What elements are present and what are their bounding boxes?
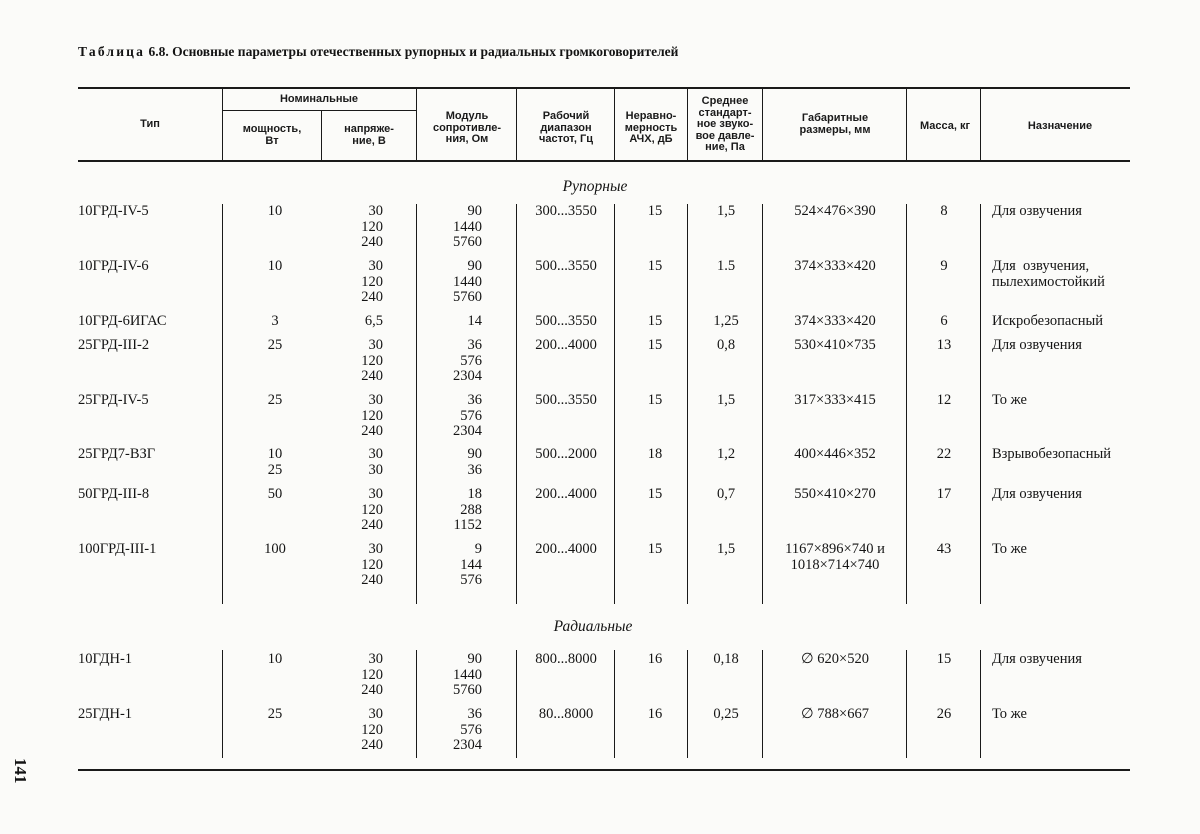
caption-lead: Таблица	[78, 44, 146, 59]
cell-nonuniformity: 15	[647, 337, 663, 353]
header-dimensions: Габаритные размеры, мм	[799, 112, 871, 136]
cell-nonuniformity: 15	[647, 313, 663, 329]
cell-impedance: 90 1440 5760	[453, 651, 482, 698]
body-divider	[516, 650, 517, 758]
top-rule	[78, 87, 1130, 89]
cell-voltage: 30 120 240	[361, 706, 383, 753]
cell-type: 25ГДН-1	[78, 706, 133, 722]
cell-pressure: 1,25	[713, 313, 739, 329]
header-pressure: Среднее стандарт- ное звуко- вое давле- ние, Па	[695, 95, 755, 153]
cell-nonuniformity: 16	[647, 651, 663, 667]
cell-pressure: 1,5	[716, 392, 736, 408]
cell-purpose: Для озвучения	[992, 337, 1082, 353]
cell-dimensions: 374×333×420	[794, 258, 876, 274]
body-divider	[516, 204, 517, 604]
cell-type: 10ГРД-IV-5	[78, 203, 149, 219]
cell-pressure: 1.5	[716, 258, 736, 274]
table-caption	[78, 44, 778, 60]
cell-mass: 13	[936, 337, 952, 353]
cell-pressure: 0,8	[716, 337, 736, 353]
cell-purpose: То же	[992, 392, 1027, 408]
cell-purpose: Взрывобезопасный	[992, 446, 1111, 462]
cell-impedance: 36 576 2304	[453, 392, 482, 439]
header-power: мощность, Вт	[242, 123, 302, 147]
header-divider	[906, 89, 907, 160]
cell-range: 800...8000	[535, 651, 597, 667]
nominal-underline	[222, 110, 416, 111]
cell-purpose: То же	[992, 706, 1027, 722]
header-divider	[762, 89, 763, 160]
cell-nonuniformity: 15	[647, 258, 663, 274]
cell-voltage: 30 120 240	[361, 258, 383, 305]
body-divider	[416, 204, 417, 604]
body-divider	[222, 204, 223, 604]
body-divider	[614, 650, 615, 758]
cell-range: 200...4000	[535, 337, 597, 353]
cell-mass: 15	[936, 651, 952, 667]
header-divider	[321, 111, 322, 160]
header-purpose: Назначение	[1027, 120, 1093, 132]
cell-purpose: Искробезопасный	[992, 313, 1104, 329]
page-number: 141	[11, 758, 30, 784]
cell-power: 100	[264, 541, 286, 557]
cell-voltage: 30 120 240	[361, 337, 383, 384]
body-divider	[762, 204, 763, 604]
cell-type: 100ГРД-III-1	[78, 541, 157, 557]
cell-type: 50ГРД-III-8	[78, 486, 150, 502]
cell-impedance: 18 288 1152	[453, 486, 482, 533]
cell-purpose: Для озвучения	[992, 203, 1082, 219]
cell-mass: 6	[940, 313, 948, 329]
header-mass: Масса, кг	[919, 120, 971, 132]
cell-dimensions: 524×476×390	[794, 203, 876, 219]
cell-dimensions: 1167×896×740 и 1018×714×740	[785, 541, 885, 573]
cell-dimensions: 530×410×735	[794, 337, 876, 353]
cell-purpose: То же	[992, 541, 1027, 557]
cell-voltage: 30 120 240	[361, 486, 383, 533]
cell-power: 25	[267, 706, 283, 722]
cell-power: 10 25	[267, 446, 283, 478]
cell-pressure: 0,18	[713, 651, 739, 667]
cell-dimensions: 550×410×270	[794, 486, 876, 502]
cell-mass: 12	[936, 392, 952, 408]
cell-power: 25	[267, 337, 283, 353]
cell-type: 10ГДН-1	[78, 651, 133, 667]
cell-voltage: 30 30	[368, 446, 383, 478]
cell-power: 10	[267, 203, 283, 219]
body-divider	[980, 650, 981, 758]
cell-dimensions: 317×333×415	[794, 392, 876, 408]
cell-pressure: 1,5	[716, 203, 736, 219]
cell-range: 500...2000	[535, 446, 597, 462]
bottom-rule	[78, 769, 1130, 771]
cell-voltage: 30 120 240	[361, 392, 383, 439]
header-type: Тип	[140, 118, 160, 130]
header-divider	[614, 89, 615, 160]
cell-nonuniformity: 18	[647, 446, 663, 462]
cell-type: 10ГРД-IV-6	[78, 258, 149, 274]
cell-pressure: 1,5	[716, 541, 736, 557]
cell-mass: 8	[940, 203, 948, 219]
cell-type: 10ГРД-6ИГАС	[78, 313, 167, 329]
cell-impedance: 9 144 576	[460, 541, 482, 588]
body-divider	[980, 204, 981, 604]
body-divider	[614, 204, 615, 604]
cell-dimensions: ∅ 620×520	[801, 651, 869, 667]
header-voltage: напряже- ние, В	[344, 123, 394, 147]
body-divider	[222, 650, 223, 758]
cell-range: 200...4000	[535, 541, 597, 557]
cell-type: 25ГРД7-ВЗГ	[78, 446, 156, 462]
cell-range: 300...3550	[535, 203, 597, 219]
cell-nonuniformity: 15	[647, 541, 663, 557]
header-impedance: Модуль сопротивле- ния, Ом	[432, 110, 502, 145]
cell-impedance: 90 36	[467, 446, 482, 478]
header-divider	[980, 89, 981, 160]
header-divider	[687, 89, 688, 160]
section-horn: Рупорные	[562, 178, 628, 195]
cell-range: 200...4000	[535, 486, 597, 502]
header-divider	[416, 89, 417, 160]
cell-dimensions: ∅ 788×667	[801, 706, 869, 722]
body-divider	[906, 204, 907, 604]
cell-impedance: 36 576 2304	[453, 337, 482, 384]
cell-impedance: 90 1440 5760	[453, 258, 482, 305]
cell-mass: 26	[936, 706, 952, 722]
cell-purpose: Для озвучения, пылехимостойкий	[992, 258, 1105, 290]
cell-mass: 9	[940, 258, 948, 274]
cell-mass: 22	[936, 446, 952, 462]
body-divider	[906, 650, 907, 758]
cell-type: 25ГРД-IV-5	[78, 392, 149, 408]
cell-purpose: Для озвучения	[992, 651, 1082, 667]
cell-voltage: 30 120 240	[361, 203, 383, 250]
cell-nonuniformity: 15	[647, 486, 663, 502]
cell-nonuniformity: 15	[647, 203, 663, 219]
cell-dimensions: 400×446×352	[794, 446, 876, 462]
cell-range: 500...3550	[535, 258, 597, 274]
cell-purpose: Для озвучения	[992, 486, 1082, 502]
cell-nonuniformity: 15	[647, 392, 663, 408]
section-radial: Радиальные	[553, 618, 633, 635]
cell-mass: 43	[936, 541, 952, 557]
cell-range: 500...3550	[535, 313, 597, 329]
header-nominal: Номинальные	[279, 93, 359, 105]
cell-impedance: 90 1440 5760	[453, 203, 482, 250]
header-bottom-rule	[78, 160, 1130, 162]
cell-mass: 17	[936, 486, 952, 502]
cell-voltage: 30 120 240	[361, 541, 383, 588]
cell-power: 25	[267, 392, 283, 408]
cell-range: 500...3550	[535, 392, 597, 408]
header-range: Рабочий диапазон частот, Гц	[539, 110, 593, 145]
cell-pressure: 0,25	[713, 706, 739, 722]
cell-power: 10	[267, 651, 283, 667]
cell-type: 25ГРД-III-2	[78, 337, 150, 353]
body-divider	[416, 650, 417, 758]
cell-pressure: 0,7	[716, 486, 736, 502]
cell-impedance: 36 576 2304	[453, 706, 482, 753]
cell-impedance: 14	[467, 313, 482, 329]
cell-voltage: 6,5	[364, 313, 383, 329]
cell-power: 3	[271, 313, 279, 329]
cell-range: 80...8000	[538, 706, 594, 722]
cell-dimensions: 374×333×420	[794, 313, 876, 329]
cell-nonuniformity: 16	[647, 706, 663, 722]
header-divider	[516, 89, 517, 160]
cell-power: 10	[267, 258, 283, 274]
cell-power: 50	[267, 486, 283, 502]
caption-text: 6.8. Основные параметры отечественных рупорных и радиальных громкоговорителей	[148, 44, 679, 59]
cell-voltage: 30 120 240	[361, 651, 383, 698]
header-nonuniformity: Неравно- мерность АЧХ, дБ	[624, 110, 678, 145]
body-divider	[762, 650, 763, 758]
cell-pressure: 1,2	[716, 446, 736, 462]
